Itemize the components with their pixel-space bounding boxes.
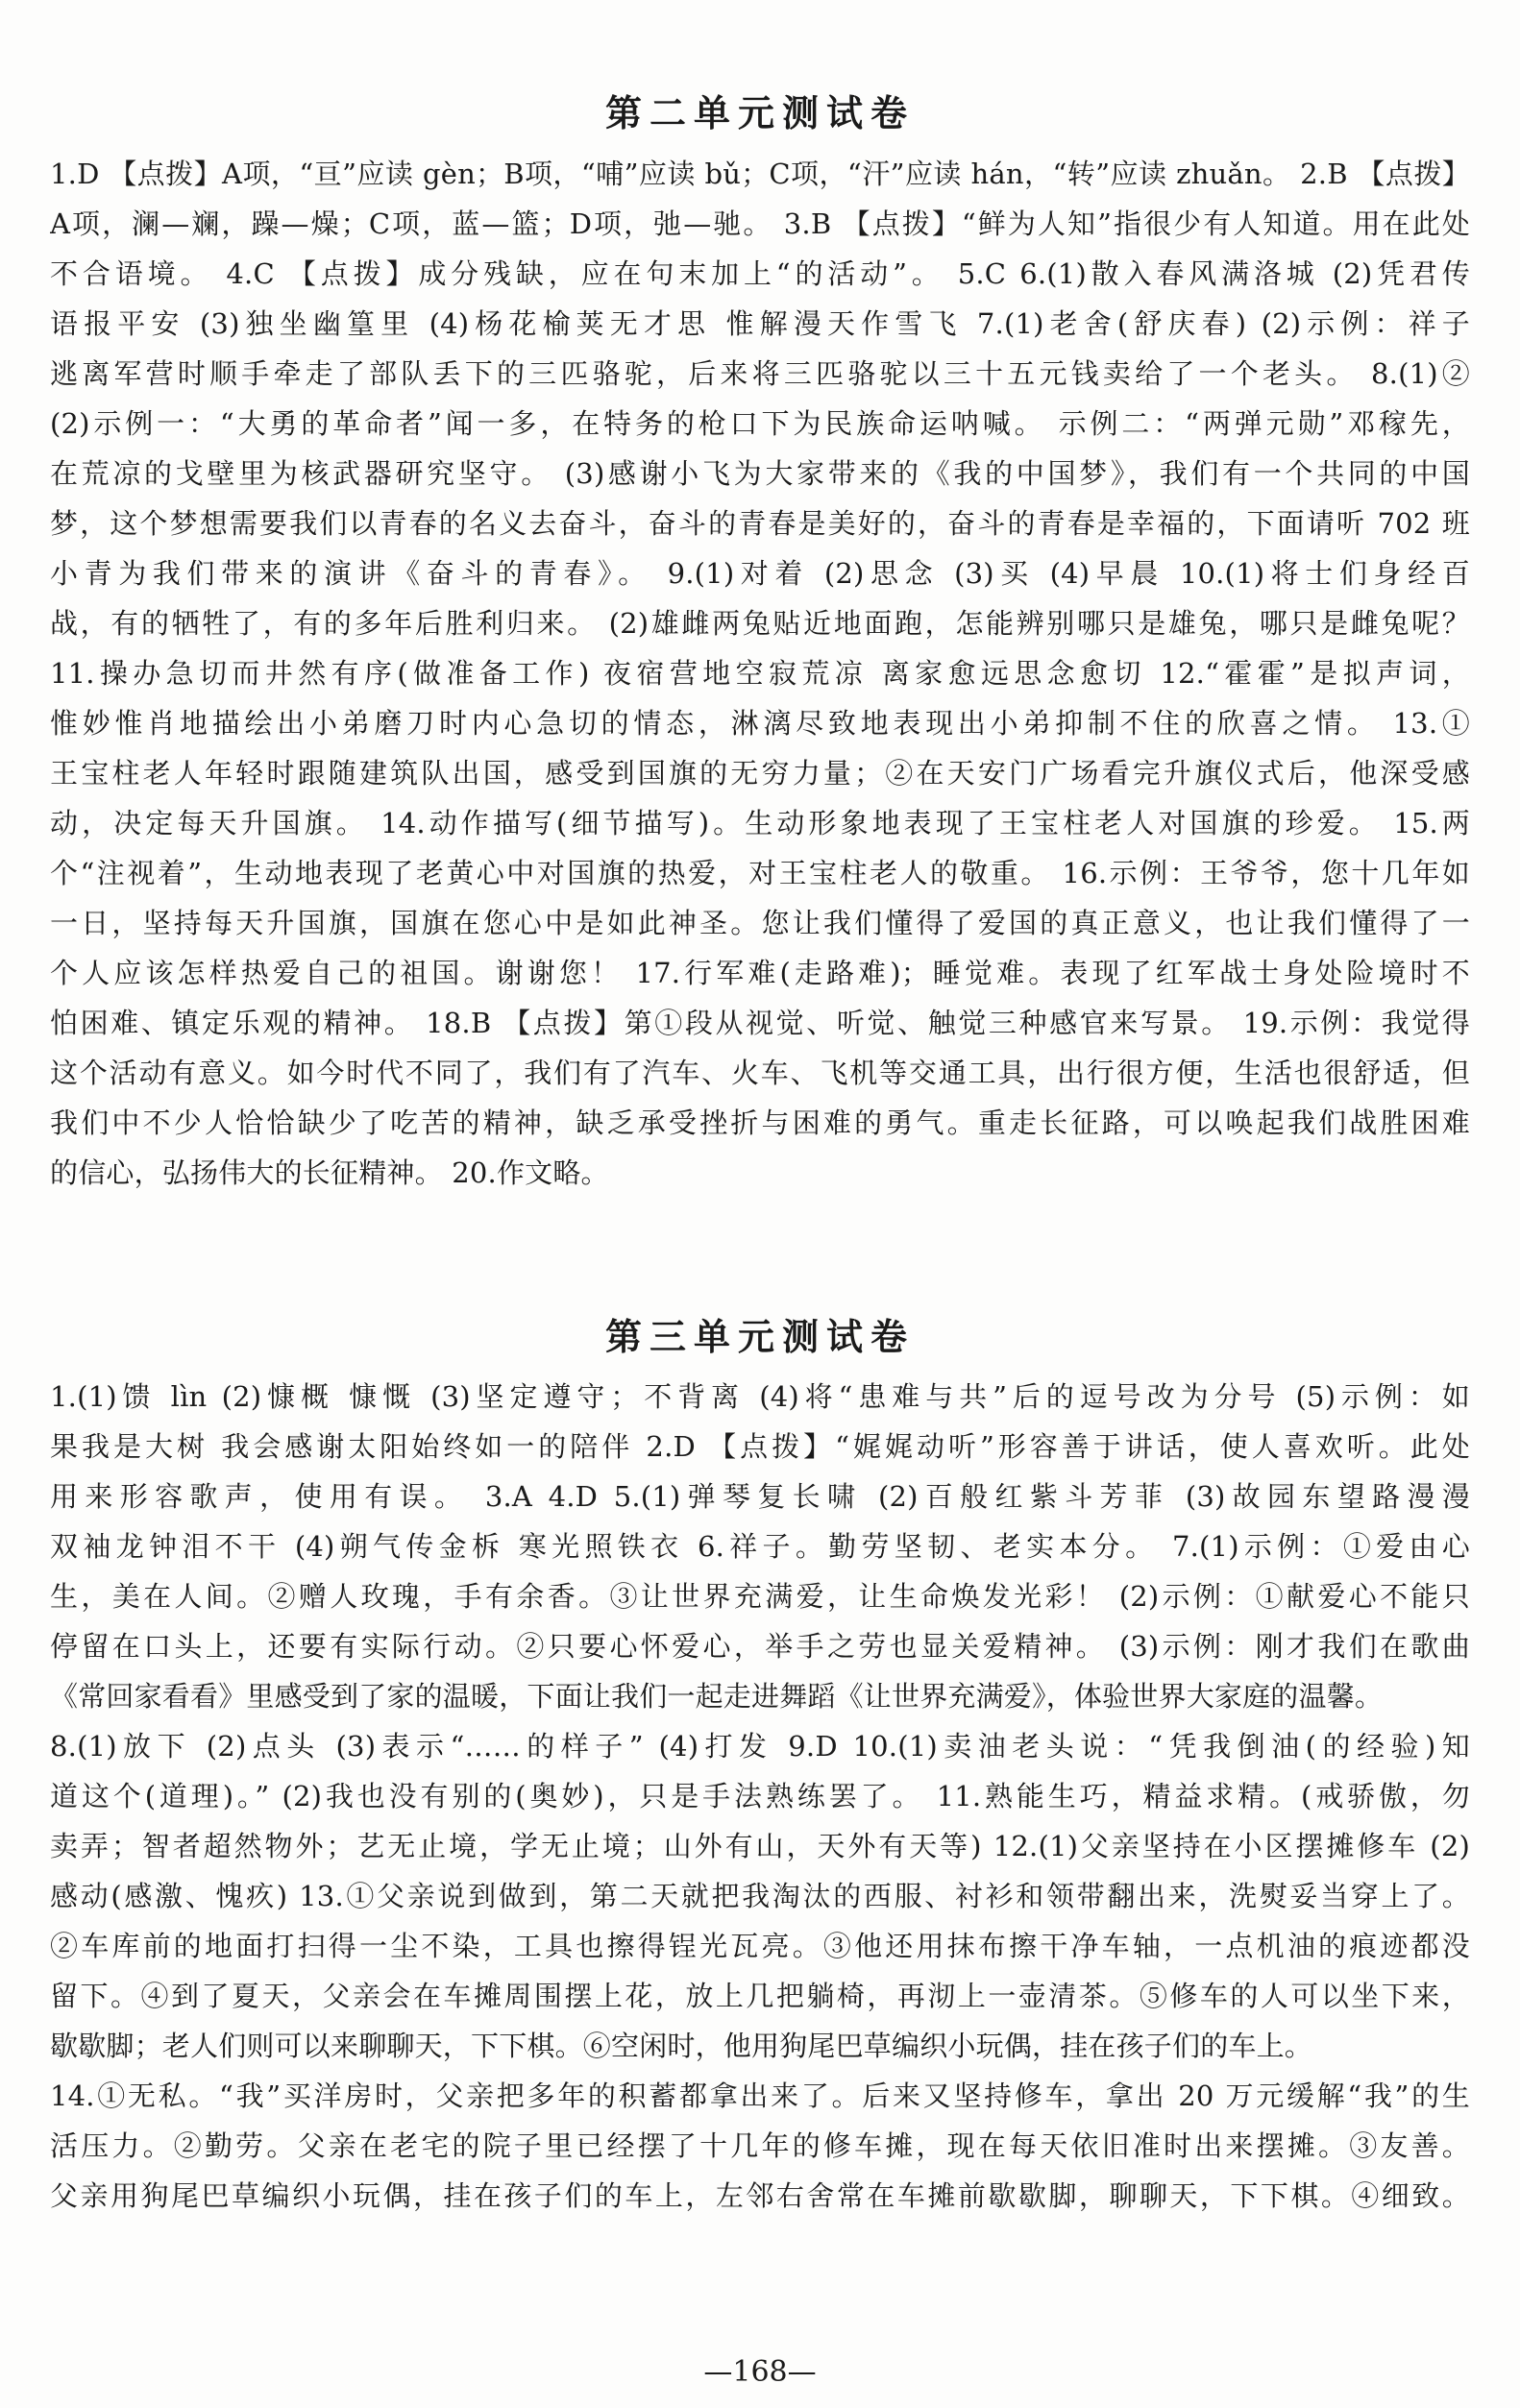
answer-line: 卖弄；智者超然物外；艺无止境，学无止境；山外有山，天外有天等) 12.(1)父亲坚持在小区摆摊修车 (2) [50, 1830, 1470, 1862]
answer-line: 王宝柱老人年轻时跟随建筑队出国，感受到国旗的无穷力量；②在天安门广场看完升旗仪式后，他深受感 [50, 757, 1470, 790]
answer-line: 《常回家看看》里感受到了家的温暖，下面让我们一起走进舞蹈《让世界充满爱》，体验世界大家庭的温馨。 [50, 1680, 1384, 1713]
answer-line: 动，决定每天升国旗。 14.动作描写(细节描写)。生动形象地表现了王宝柱老人对国旗的珍爱。 15.两 [50, 807, 1470, 839]
answer-line: 歇歇脚；老人们则可以来聊聊天，下下棋。⑥空闲时，他用狗尾巴草编织小玩偶，挂在孩子们的车上。 [50, 2030, 1313, 2062]
answer-line: 8.(1)放下 (2)点头 (3)表示“……的样子” (4)打发 9.D 10.(1)卖油老头说：“凭我倒油(的经验)知 [50, 1730, 1470, 1763]
page-number: —168— [703, 2355, 817, 2389]
answer-line: 不合语境。 4.C 【点拨】成分残缺，应在句末加上“的活动”。 5.C 6.(1)散入春风满洛城 (2)凭君传 [50, 257, 1470, 290]
answer-line: 小青为我们带来的演讲《奋斗的青春》。 9.(1)对着 (2)思念 (3)买 (4)早晨 10.(1)将士们身经百 [50, 557, 1470, 590]
answer-line: 战，有的牺牲了，有的多年后胜利归来。 (2)雄雌两兔贴近地面跑，怎能辨别哪只是雄兔，哪只是雌兔呢？ [50, 607, 1470, 640]
answer-line: 逃离军营时顺手牵走了部队丢下的三匹骆驼，后来将三匹骆驼以三十五元钱卖给了一个老头。 8.(1)② [50, 357, 1470, 390]
answer-line: 我们中不少人恰恰缺少了吃苦的精神，缺乏承受挫折与困难的勇气。重走长征路，可以唤起我们战胜困难 [50, 1107, 1470, 1139]
answer-line: 的信心，弘扬伟大的长征精神。 20.作文略。 [50, 1156, 609, 1189]
unit-2-answers [50, 149, 1470, 1198]
answer-line: 1.D 【点拨】A项，“亘”应读 gèn；B项，“哺”应读 bǔ；C项，“汗”应读 hán，“转”应读 zhuǎn。 2.B 【点拨】 [50, 158, 1470, 190]
answer-line: 怕困难、镇定乐观的精神。 18.B 【点拨】第①段从视觉、听觉、触觉三种感官来写景。 19.示例：我觉得 [50, 1007, 1470, 1039]
answer-line: 停留在口头上，还要有实际行动。②只要心怀爱心，举手之劳也显关爱精神。 (3)示例：刚才我们在歌曲 [50, 1630, 1470, 1663]
answer-line: 个“注视着”，生动地表现了老黄心中对国旗的热爱，对王宝柱老人的敬重。 16.示例：王爷爷，您十几年如 [50, 857, 1470, 889]
answer-line: 果我是大树 我会感谢太阳始终如一的陪伴 2.D 【点拨】“娓娓动听”形容善于讲话，使人喜欢听。此处 [50, 1430, 1470, 1463]
unit-3-answers [50, 1372, 1470, 2221]
answer-line: ②车库前的地面打扫得一尘不染，工具也擦得锃光瓦亮。③他还用抹布擦干净车轴，一点机油的痕迹都没 [50, 1930, 1470, 1962]
answer-line: 语报平安 (3)独坐幽篁里 (4)杨花榆荚无才思 惟解漫天作雪飞 7.(1)老舍(舒庆春) (2)示例：祥子 [50, 307, 1470, 340]
answer-line: A项，澜—斓，躁—燥；C项，蓝—篮；D项，弛—驰。 3.B 【点拨】“鲜为人知”指很少有人知道。用在此处 [50, 207, 1470, 240]
answer-line: 这个活动有意义。如今时代不同了，我们有了汽车、火车、飞机等交通工具，出行很方便，生活也很舒适，但 [50, 1057, 1470, 1089]
section-title-unit-3: 第三单元测试卷 [604, 1316, 915, 1358]
answer-line: 11.操办急切而井然有序(做准备工作) 夜宿营地空寂荒凉 离家愈远思念愈切 12.“霍霍”是拟声词， [50, 657, 1470, 690]
answer-line: 双袖龙钟泪不干 (4)朔气传金柝 寒光照铁衣 6.祥子。勤劳坚韧、老实本分。 7.(1)示例：①爱由心 [50, 1530, 1470, 1563]
answer-line: 道这个(道理)。” (2)我也没有别的(奥妙)，只是手法熟练罢了。 11.熟能生巧，精益求精。(戒骄傲，勿 [50, 1780, 1470, 1812]
answer-line: 留下。④到了夏天，父亲会在车摊周围摆上花，放上几把躺椅，再沏上一壶清茶。⑤修车的人可以坐下来， [50, 1980, 1470, 2012]
answer-line: 活压力。②勤劳。父亲在老宅的院子里已经摆了十几年的修车摊，现在每天依旧准时出来摆摊。③友善。 [50, 2129, 1470, 2162]
answer-line: 一日，坚持每天升国旗，国旗在您心中是如此神圣。您让我们懂得了爱国的真正意义，也让我们懂得了一 [50, 907, 1470, 939]
answer-line: 惟妙惟肖地描绘出小弟磨刀时内心急切的情态，淋漓尽致地表现出小弟抑制不住的欣喜之情。 13.① [50, 707, 1470, 740]
answer-line: 在荒凉的戈壁里为核武器研究坚守。 (3)感谢小飞为大家带来的《我的中国梦》，我们有一个共同的中国 [50, 457, 1470, 490]
section-title-unit-2: 第二单元测试卷 [604, 92, 915, 134]
answer-line: 感动(感激、愧疚) 13.①父亲说到做到，第二天就把我淘汰的西服、衬衫和领带翻出来，洗熨妥当穿上了。 [50, 1880, 1470, 1912]
answer-line: 生，美在人间。②赠人玫瑰，手有余香。③让世界充满爱，让生命焕发光彩！ (2)示例：①献爱心不能只 [50, 1580, 1470, 1613]
answer-line: 梦，这个梦想需要我们以青春的名义去奋斗，奋斗的青春是美好的，奋斗的青春是幸福的，下面请听 702 班 [50, 507, 1470, 540]
answer-line: 1.(1)馈 lìn (2)慷概 慷慨 (3)坚定遵守；不背离 (4)将“患难与共”后的逗号改为分号 (5)示例：如 [50, 1380, 1470, 1413]
answer-line: 父亲用狗尾巴草编织小玩偶，挂在孩子们的车上，左邻右舍常在车摊前歇歇脚，聊聊天，下下棋。④细致。 [50, 2179, 1470, 2212]
answer-line: 14.①无私。“我”买洋房时，父亲把多年的积蓄都拿出来了。后来又坚持修车，拿出 20 万元缓解“我”的生 [50, 2080, 1470, 2112]
answer-line: 个人应该怎样热爱自己的祖国。谢谢您！ 17.行军难(走路难)；睡觉难。表现了红军战士身处险境时不 [50, 957, 1470, 989]
answer-line: 用来形容歌声，使用有误。 3.A 4.D 5.(1)弹琴复长啸 (2)百般红紫斗芳菲 (3)故园东望路漫漫 [50, 1480, 1470, 1513]
answer-line: (2)示例一：“大勇的革命者”闻一多，在特务的枪口下为民族命运呐喊。 示例二：“两弹元勋”邓稼先， [50, 407, 1470, 440]
